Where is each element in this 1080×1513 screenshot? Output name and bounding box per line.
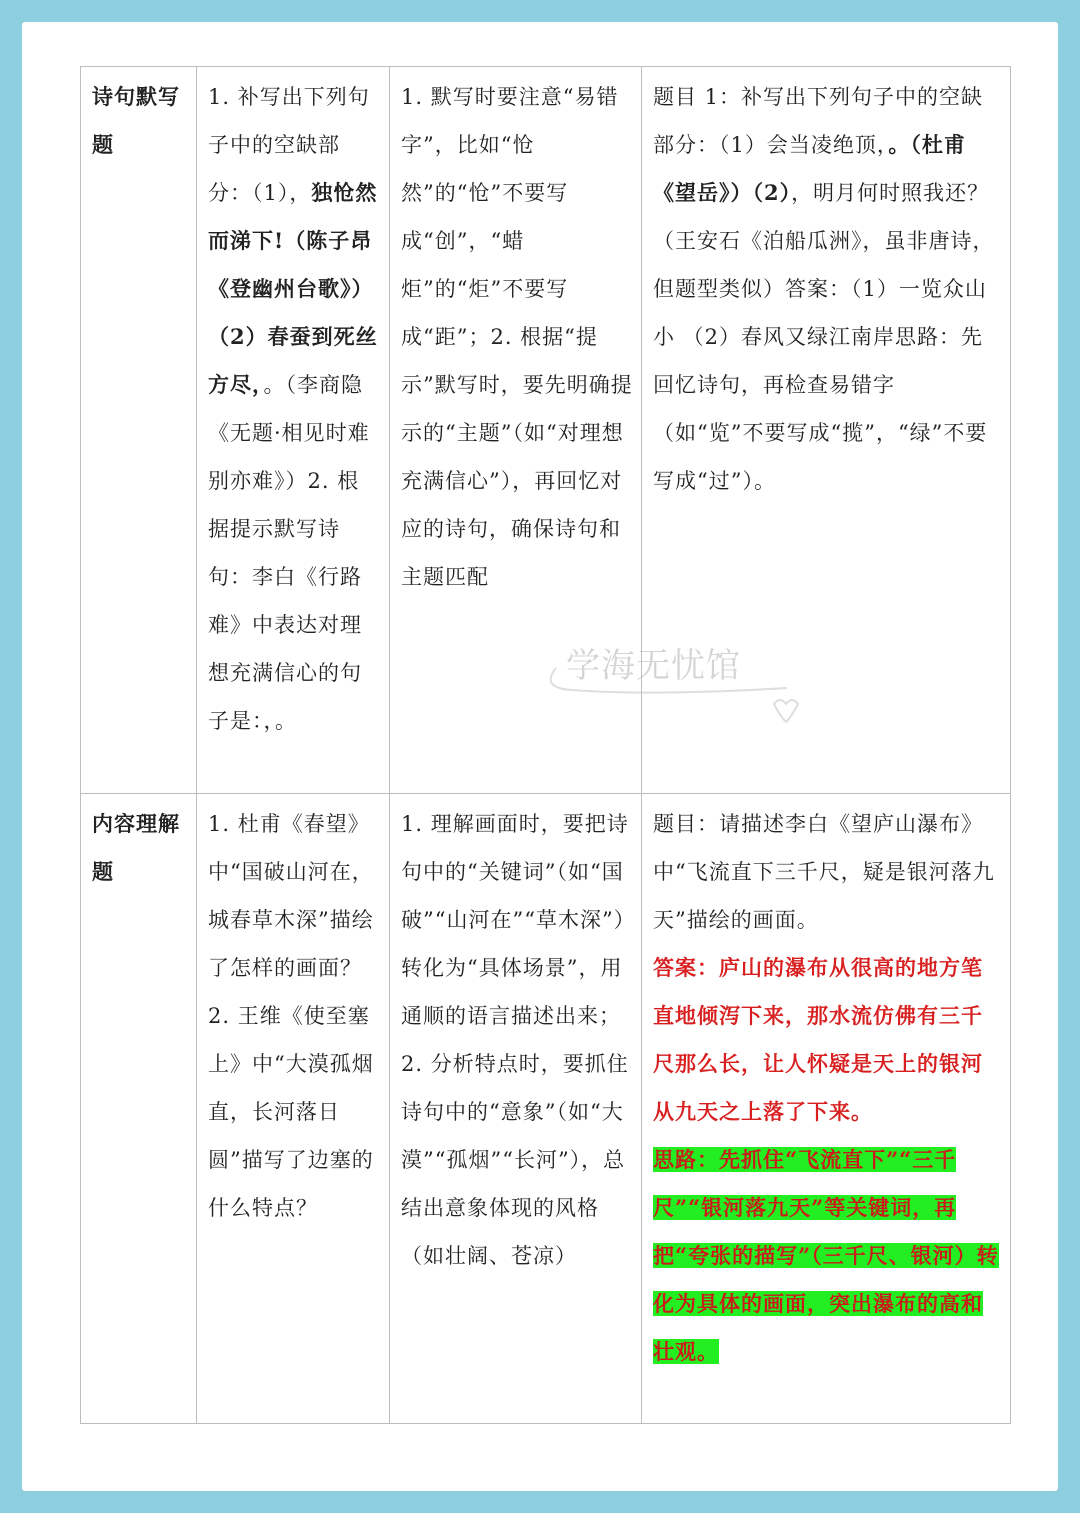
question-text: 题目：请描述李白《望庐山瀑布》中“飞流直下三千尺，疑是银河落九天”描绘的画面。 bbox=[653, 812, 995, 932]
cell-text-bold: 独怆然而涕下!（陈子昂《登幽州台歌》）（2）春蚕到死丝方尽， bbox=[208, 180, 378, 397]
table-row bbox=[81, 794, 1011, 1424]
table-row bbox=[81, 67, 1011, 794]
answer-example-cell bbox=[642, 67, 1011, 794]
answer-text: 答案：庐山的瀑布从很高的地方笔直地倾泻下来，那水流仿佛有三千尺那么长，让人怀疑是天上的银河从九天之上落了下来。 bbox=[653, 955, 983, 1124]
cell-text: 。（李商隐《无题·相见时难别亦难》）2. 根据提示默写诗句：李白《行路难》中表达对理想充满信心的句子是：，。 bbox=[208, 373, 370, 733]
thinking-text-highlighted: 思路：先抓住“飞流直下”“三千尺”“银河落九天”等关键词，再把“夸张的描写”（三千尺、银河）转化为具体的画面，突出瀑布的高和壮观。 bbox=[653, 1147, 999, 1364]
method-tip-cell: 1. 默写时要注意“易错字”，比如“怆然”的“怆”不要写成“创”，“蜡炬”的“炬”不要写成“距”；2. 根据“提示”默写时，要先明确提示的“主题”（如“对理想充满信心”），再回忆对应的诗句，确保诗句和主题匹配 bbox=[390, 67, 642, 794]
row-category-label: 诗句默写题 bbox=[81, 67, 197, 794]
cell-text: ，明月何时照我还？（王安石《泊船瓜洲》，虽非唐诗，但题型类似）答案：（1）一览众山小 （2）春风又绿江南岸思路：先回忆诗句，再检查易错字（如“览”不要写成“揽”，“绿”不要写成“过”）。 bbox=[653, 181, 995, 493]
answer-example-cell bbox=[642, 794, 1011, 1424]
cell-text: 1. 补写出下列句子中的空缺部分：（1）， bbox=[208, 85, 370, 205]
poetry-question-table bbox=[80, 66, 1011, 1424]
cell-text-bold: 。（杜甫《望岳》）（2） bbox=[653, 132, 966, 205]
question-example-cell: 1. 杜甫《春望》中“国破山河在，城春草木深”描绘了怎样的画面？2. 王维《使至塞上》中“大漠孤烟直，长河落日圆”描写了边塞的什么特点？ bbox=[197, 794, 390, 1424]
method-tip-cell: 1. 理解画面时，要把诗句中的“关键词”（如“国破”“山河在”“草木深”）转化为“具体场景”，用通顺的语言描述出来；2. 分析特点时，要抓住诗句中的“意象”（如“大漠”“孤烟”“长河”），总结出意象体现的风格（如壮阔、苍凉） bbox=[390, 794, 642, 1424]
question-example-cell bbox=[197, 67, 390, 794]
watermark-text: 学海无忧馆 bbox=[566, 646, 741, 686]
cell-text: 题目 1：补写出下列句子中的空缺部分：（1）会当凌绝顶， bbox=[653, 85, 984, 157]
row-category-label: 内容理解题 bbox=[81, 794, 197, 1424]
